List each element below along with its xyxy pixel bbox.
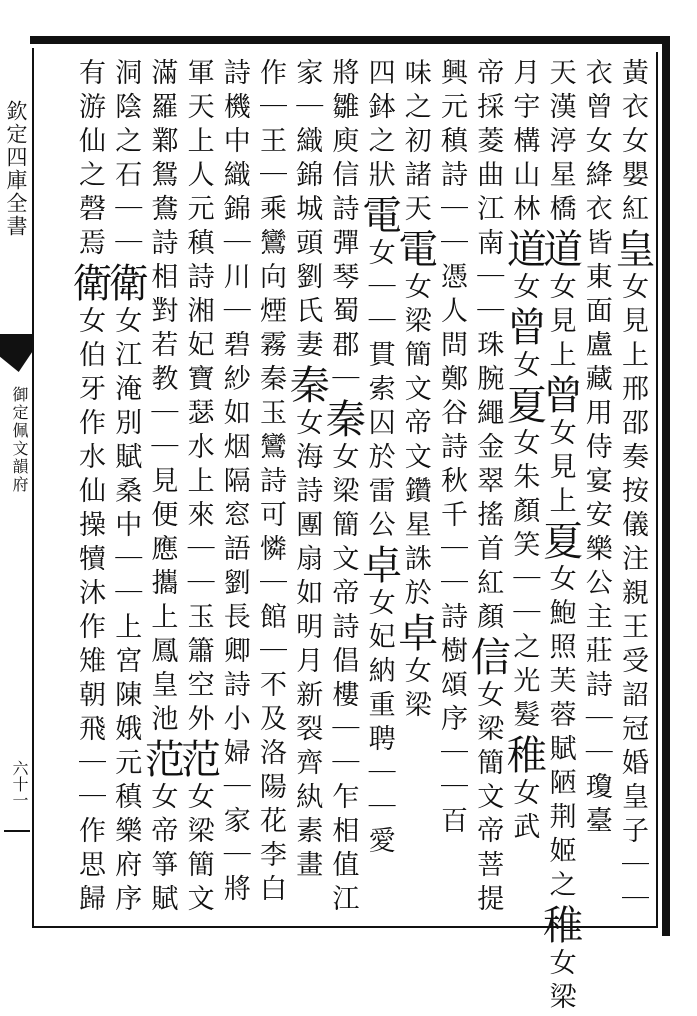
column-text: 女鮑照芙蓉賦陋荆姬之 xyxy=(544,564,576,904)
column-text: 女見上邢邵奏按儀注親王受詔冠婚皇子｜｜ xyxy=(617,272,648,918)
column-text: 女伯牙作水仙操犢沐作雉朝飛｜｜作思歸 xyxy=(74,306,105,918)
column-text: 女見上 xyxy=(544,272,576,374)
headword: 范 xyxy=(174,738,221,782)
column-text: 興元稹詩｜｜憑人問鄭谷詩秋千｜｜詩樹頌序｜｜百 xyxy=(436,58,467,840)
column-text: 味之初諸天 xyxy=(399,58,431,228)
headword: 秦 xyxy=(283,364,330,408)
column-text: 月宇構山林 xyxy=(508,58,540,228)
column-text: 女梁簡文 xyxy=(182,782,214,918)
headword: 卓 xyxy=(391,612,438,656)
column-text: 女妃納重聘｜｜愛 xyxy=(363,588,395,860)
headword: 曾 xyxy=(500,306,547,350)
headword: 電 xyxy=(355,194,402,238)
page-number-rule xyxy=(4,830,30,832)
fish-tail-mark xyxy=(0,334,34,372)
headword: 信 xyxy=(464,636,511,680)
volume-title: 欽定四庫全書 xyxy=(4,100,28,238)
column-text: 四鉢之狀 xyxy=(363,58,395,194)
column-text: 有游仙之磬焉 xyxy=(74,58,105,262)
column-text: 女見上 xyxy=(544,418,576,520)
book-title: 御定佩文韻府 xyxy=(10,386,29,494)
text-column xyxy=(65,58,113,918)
headword: 夏 xyxy=(500,384,547,428)
headword: 道 xyxy=(500,228,547,272)
right-border xyxy=(662,36,670,936)
page-number: 六十一 xyxy=(10,760,29,808)
column-text: 女武 xyxy=(508,778,540,846)
headword: 曾 xyxy=(536,374,583,418)
column-text: 衣曾女絳衣皆東面盧藏用侍宴安樂公主莊詩｜｜瓊臺 xyxy=(580,58,612,840)
column-text: 女海詩團扇如明月新裂齊紈素畫 xyxy=(291,408,323,884)
column-text: 女梁簡文帝詩倡樓｜｜乍相值江 xyxy=(327,442,359,918)
column-text: 洞陰之石｜｜ xyxy=(110,58,142,262)
headword: 夏 xyxy=(536,520,583,564)
column-text: 家｜織錦城頭劉氏妻 xyxy=(291,58,323,364)
column-text: 詩機中織錦｜川｜碧紗如烟隔窓語劉長卿詩小婦｜家｜將 xyxy=(218,58,250,908)
headword: 衛 xyxy=(66,262,112,306)
headword: 道 xyxy=(536,228,583,272)
headword: 稚 xyxy=(536,904,583,948)
column-text: 作｜王｜乘鸞向煙霧秦玉鸞詩可憐｜館｜不及洛陽花李白 xyxy=(255,58,286,908)
page-gutter xyxy=(0,40,34,936)
headword: 皇 xyxy=(609,228,655,272)
column-text: 女梁簡文帝菩提 xyxy=(472,680,504,918)
column-text: 天漢渟星橋 xyxy=(544,58,576,228)
gutter-divider xyxy=(32,48,34,928)
column-text: 女梁簡文帝文鑽星誅於 xyxy=(399,272,431,612)
column-text: 女 xyxy=(508,350,540,384)
column-text: 將雛庾信詩彈琴蜀郡｜ xyxy=(327,58,359,398)
column-text: 女｜｜貫索囚於雷公 xyxy=(363,238,395,544)
column-text: 軍天上人元稹詩湘妃寶瑟水上來｜｜玉簫空外 xyxy=(182,58,214,738)
headword: 卓 xyxy=(355,544,402,588)
headword: 衛 xyxy=(102,262,149,306)
column-text: 女朱顏笑｜｜之光髮 xyxy=(508,428,540,734)
column-text: 女梁 xyxy=(399,656,431,724)
column-text: 女 xyxy=(508,272,540,306)
column-text: 黃衣女嬰紅 xyxy=(617,58,648,228)
headword: 秦 xyxy=(319,398,366,442)
column-text: 女江淹別賦桑中｜｜上宮陳娥元稹樂府序 xyxy=(110,306,142,918)
column-text: 女帝箏賦 xyxy=(146,782,178,918)
top-border xyxy=(30,36,670,44)
headword: 范 xyxy=(138,738,185,782)
headword: 稚 xyxy=(500,734,547,778)
headword: 電 xyxy=(391,228,438,272)
column-text: 帝採菱曲江南｜｜珠腕繩金翠搖首紅顏 xyxy=(472,58,504,636)
column-text: 滿羅鄴鴛鴦詩相對若教｜｜見便應攜上鳳皇池 xyxy=(146,58,178,738)
column-text: 女梁 xyxy=(544,948,576,1016)
